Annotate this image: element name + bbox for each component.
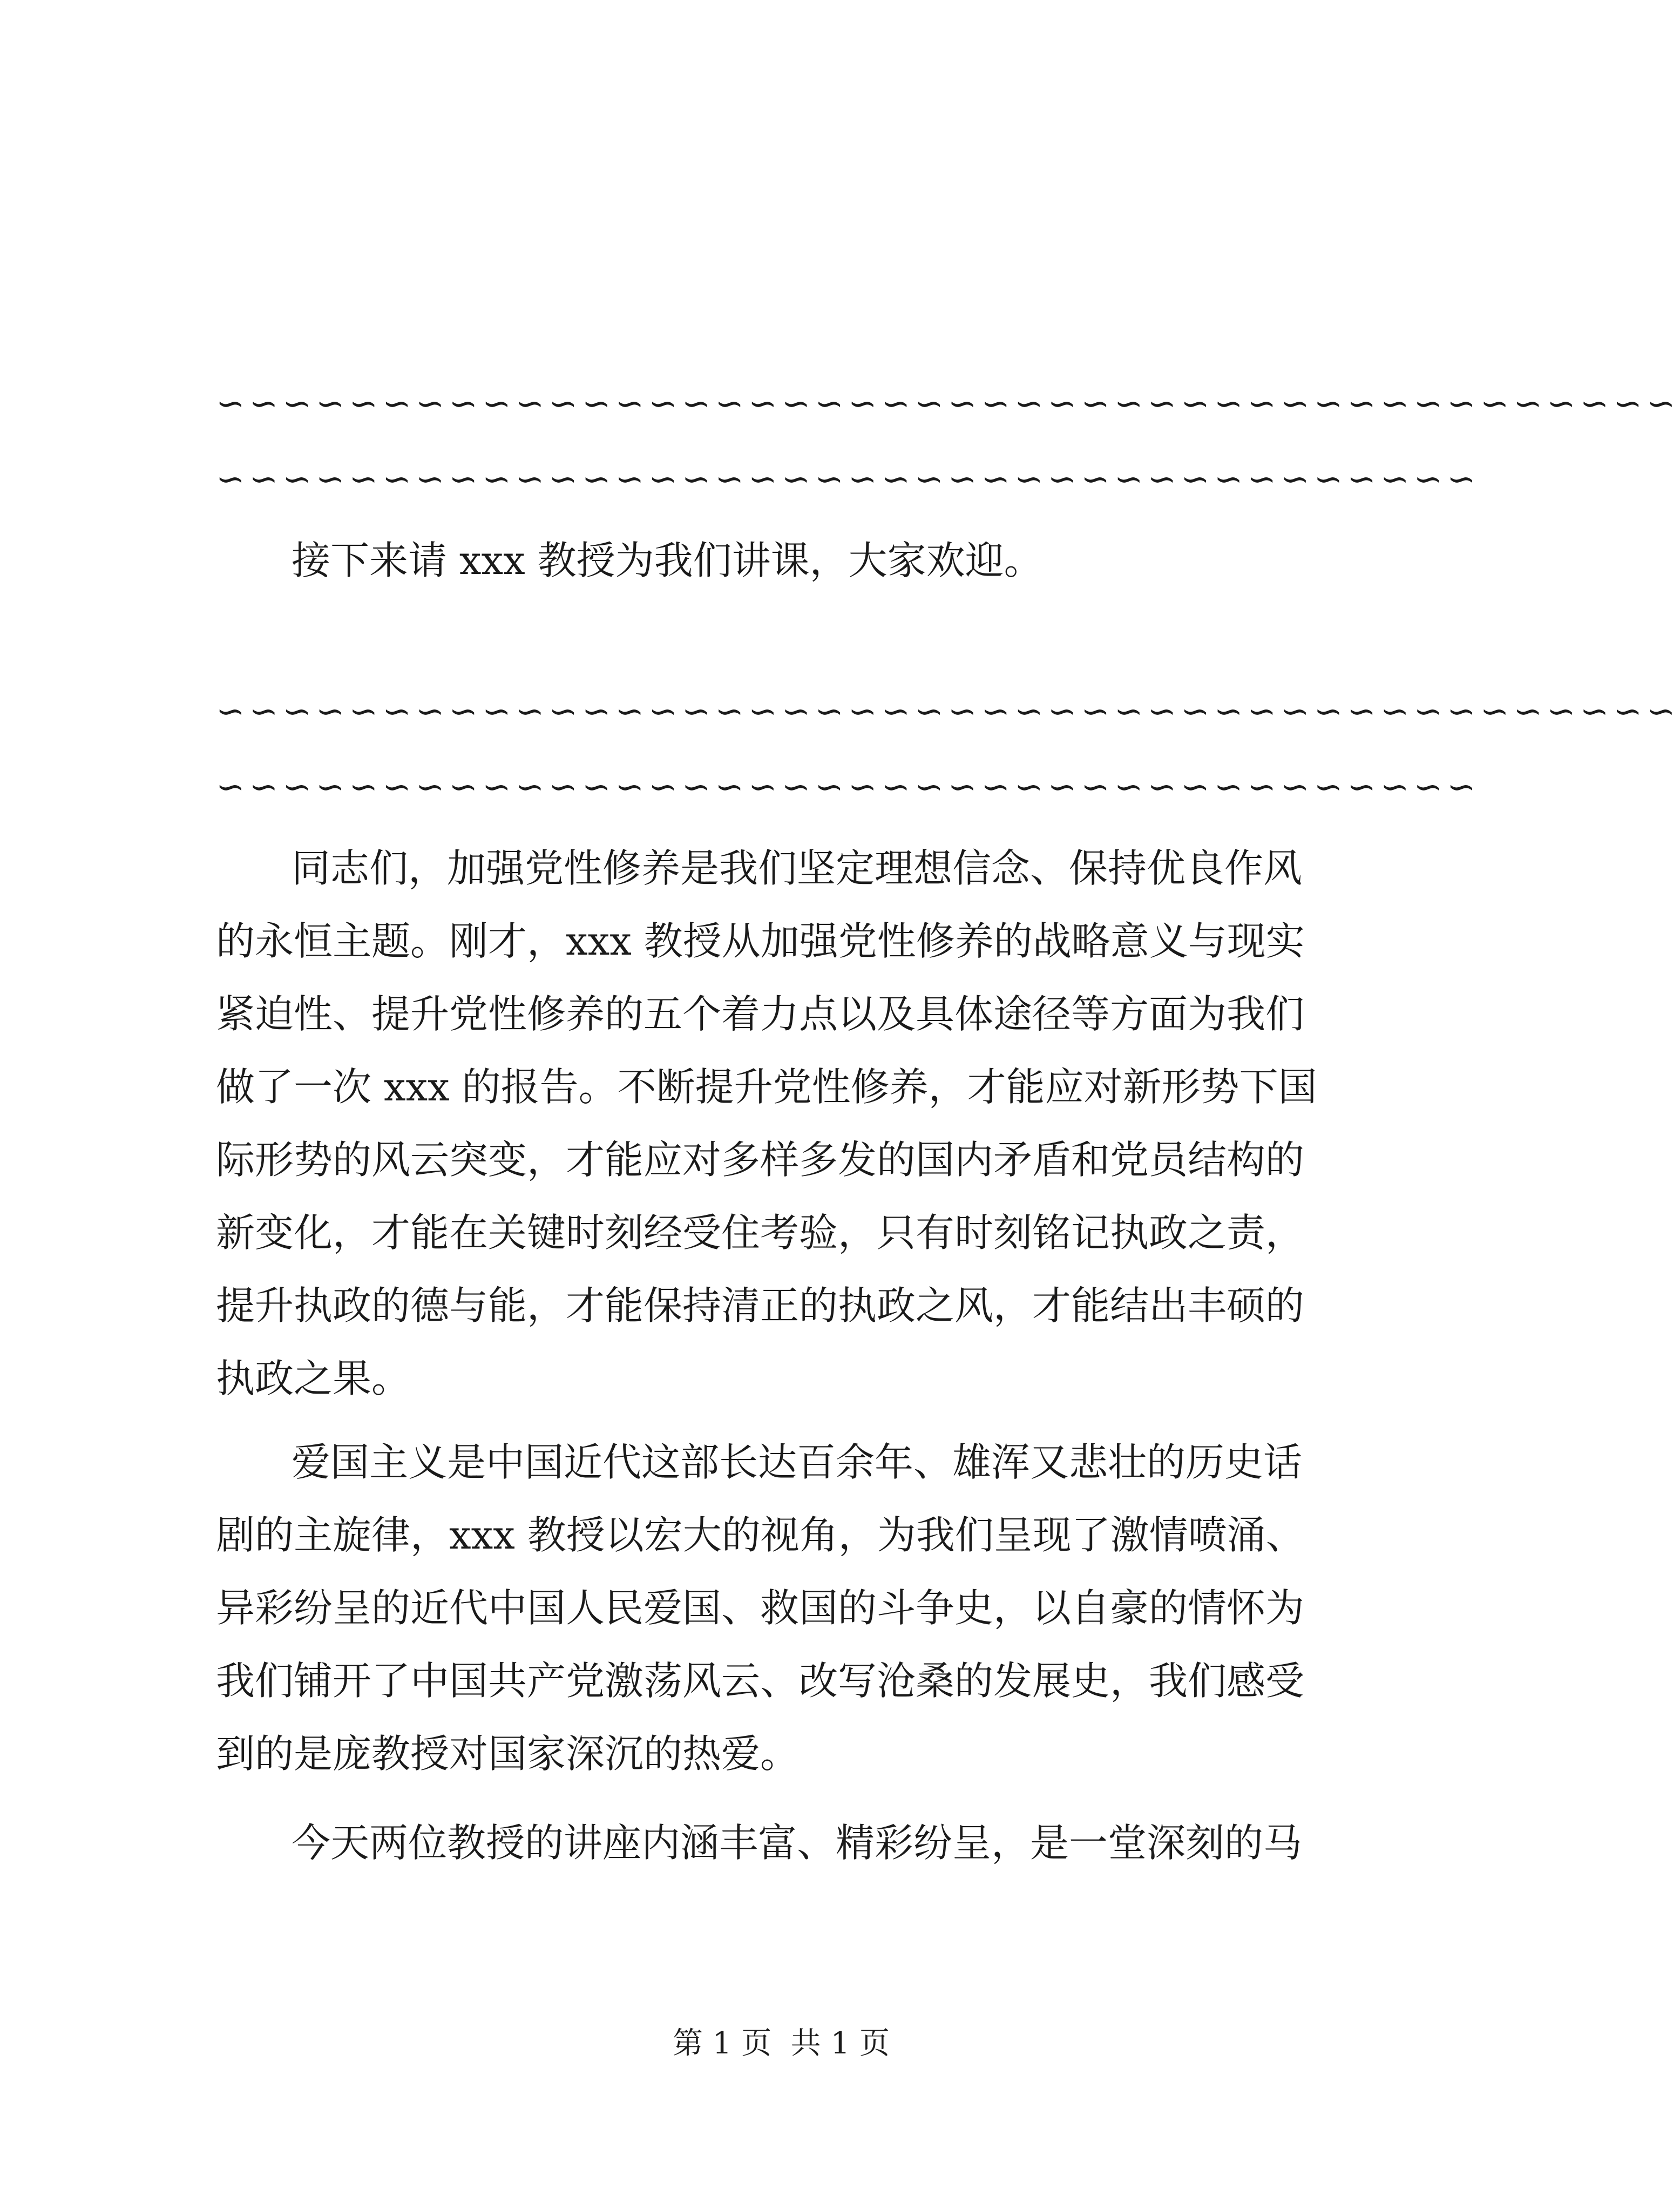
wave-divider: ∽∽∽∽∽∽∽∽∽∽∽∽∽∽∽∽∽∽∽∽∽∽∽∽∽∽∽∽∽∽∽∽∽∽∽∽∽∽∽∽∽∽∽∽ (216, 384, 1680, 424)
wave-divider: ∽∽∽∽∽∽∽∽∽∽∽∽∽∽∽∽∽∽∽∽∽∽∽∽∽∽∽∽∽∽∽∽∽∽∽∽∽∽ (216, 459, 1480, 499)
intro-line: 接下来请 xxx 教授为我们讲课，大家欢迎。 (292, 538, 1043, 583)
wave-divider: ∽∽∽∽∽∽∽∽∽∽∽∽∽∽∽∽∽∽∽∽∽∽∽∽∽∽∽∽∽∽∽∽∽∽∽∽∽∽ (216, 767, 1480, 807)
paragraph-1-line: 同志们，加强党性修养是我们坚定理想信念、保持优良作风 (292, 846, 1303, 891)
wave-divider: ∽∽∽∽∽∽∽∽∽∽∽∽∽∽∽∽∽∽∽∽∽∽∽∽∽∽∽∽∽∽∽∽∽∽∽∽∽∽∽∽∽∽∽∽ (216, 692, 1680, 732)
paragraph-2-line: 爱国主义是中国近代这部长达百余年、雄浑又悲壮的历史话 (292, 1439, 1303, 1485)
paragraph-1-line: 新变化，才能在关键时刻经受住考验，只有时刻铭记执政之责， (216, 1210, 1305, 1255)
page-number-label: 第 1 页 共 1 页 (672, 2026, 890, 2061)
page-footer (0, 2025, 1562, 2063)
paragraph-1-line: 紧迫性、提升党性修养的五个着力点以及具体途径等方面为我们 (216, 991, 1305, 1037)
paragraph-1-line: 做了一次 xxx 的报告。不断提升党性修养，才能应对新形势下国 (216, 1064, 1317, 1110)
paragraph-1-line: 际形势的风云突变，才能应对多样多发的国内矛盾和党员结构的 (216, 1137, 1305, 1182)
paragraph-2-line: 到的是庞教授对国家深沉的热爱。 (216, 1731, 800, 1776)
paragraph-1-line: 执政之果。 (216, 1356, 411, 1401)
paragraph-2-line: 剧的主旋律，xxx 教授以宏大的视角，为我们呈现了激情喷涌、 (216, 1512, 1305, 1558)
paragraph-1-line: 提升执政的德与能，才能保持清正的执政之风，才能结出丰硕的 (216, 1283, 1305, 1328)
paragraph-1-line: 的永恒主题。刚才，xxx 教授从加强党性修养的战略意义与现实 (216, 918, 1305, 964)
paragraph-2-line: 我们铺开了中国共产党激荡风云、改写沧桑的发展史，我们感受 (216, 1658, 1305, 1704)
paragraph-3-line: 今天两位教授的讲座内涵丰富、精彩纷呈，是一堂深刻的马 (292, 1820, 1303, 1866)
paragraph-2-line: 异彩纷呈的近代中国人民爱国、救国的斗争史，以自豪的情怀为 (216, 1585, 1305, 1631)
